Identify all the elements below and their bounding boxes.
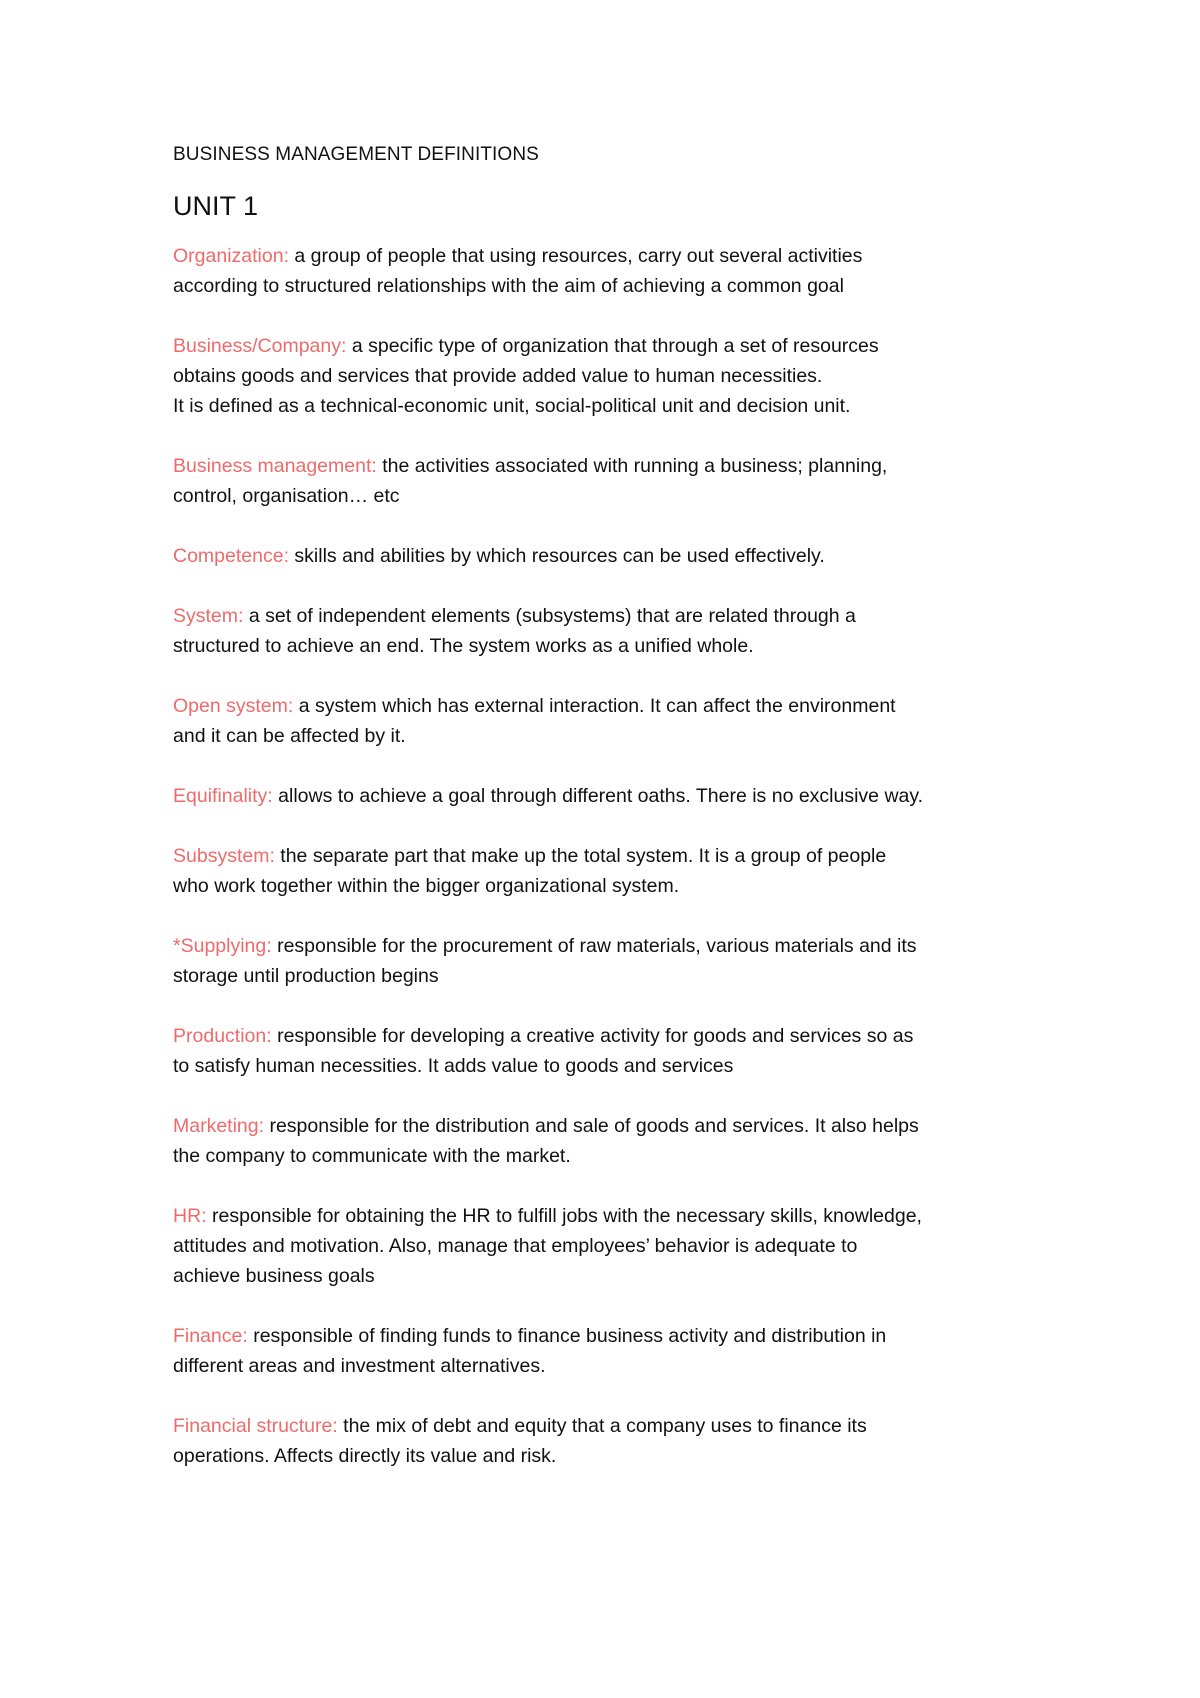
definition-text-line: skills and abilities by which resources can be used effectively.	[288, 545, 825, 567]
definition-text-line: to satisfy human necessities. It adds value to goods and services	[173, 1055, 734, 1077]
definition-text-line: and it can be affected by it.	[173, 725, 406, 747]
document-title: BUSINESS MANAGEMENT DEFINITIONS	[173, 144, 539, 165]
definition-text-line: responsible of finding funds to finance business activity and distribution in	[247, 1325, 887, 1347]
definition-text-line: the activities associated with running a business; planning,	[376, 455, 888, 477]
definition-text-line: responsible for the distribution and sale of goods and services. It also helps	[264, 1115, 919, 1137]
definition-text-line: operations. Affects directly its value and risk.	[173, 1445, 557, 1467]
definition-text-line: a system which has external interaction. It can affect the environment	[293, 695, 896, 717]
definition-text-line: allows to achieve a goal through different oaths. There is no exclusive way.	[272, 785, 924, 807]
document-page	[173, 143, 1073, 1501]
definition-text-line: structured to achieve an end. The system works as a unified whole.	[173, 635, 754, 657]
definition-text-line: according to structured relationships with the aim of achieving a common goal	[173, 275, 844, 297]
definition-term: Financial structure:	[173, 1415, 338, 1437]
definition-text-line: responsible for the procurement of raw materials, various materials and its	[271, 935, 917, 957]
definition-text-line: a specific type of organization that through a set of resources	[346, 335, 879, 357]
definition-text-line: It is defined as a technical-economic unit, social-political unit and decision unit.	[173, 395, 851, 417]
definition-term: Production:	[173, 1025, 272, 1047]
definition-item	[173, 331, 1073, 421]
definition-text-line: obtains goods and services that provide added value to human necessities.	[173, 365, 823, 387]
definition-item	[173, 1321, 1073, 1381]
definition-term: *Supplying:	[173, 935, 272, 957]
definition-text-line: achieve business goals	[173, 1265, 375, 1287]
definition-item	[173, 781, 1073, 811]
definition-item	[173, 841, 1073, 901]
definition-term: Business management:	[173, 455, 377, 477]
definition-item	[173, 1201, 1073, 1291]
definition-text-line: the mix of debt and equity that a company uses to finance its	[337, 1415, 867, 1437]
definition-item	[173, 931, 1073, 991]
definition-text-line: different areas and investment alternatives.	[173, 1355, 546, 1377]
definition-term: Subsystem:	[173, 845, 275, 867]
definition-item	[173, 1411, 1073, 1471]
definition-item	[173, 1021, 1073, 1081]
definition-item	[173, 601, 1073, 661]
definition-term: HR:	[173, 1205, 207, 1227]
definition-item	[173, 691, 1073, 751]
definition-text-line: responsible for obtaining the HR to fulfill jobs with the necessary skills, knowledge,	[206, 1205, 922, 1227]
definition-term: Business/Company:	[173, 335, 347, 357]
definition-text-line: who work together within the bigger organizational system.	[173, 875, 680, 897]
definition-term: Finance:	[173, 1325, 248, 1347]
definition-text-line: attitudes and motivation. Also, manage that employees’ behavior is adequate to	[173, 1235, 858, 1257]
unit-heading: UNIT 1	[173, 191, 259, 221]
definition-text-line: the company to communicate with the market.	[173, 1145, 571, 1167]
definition-text-line: the separate part that make up the total system. It is a group of people	[274, 845, 887, 867]
definition-term: Competence:	[173, 545, 289, 567]
definition-term: Open system:	[173, 695, 294, 717]
definition-term: Marketing:	[173, 1115, 265, 1137]
definition-text-line: responsible for developing a creative activity for goods and services so as	[271, 1025, 914, 1047]
definition-item	[173, 1111, 1073, 1171]
definition-item	[173, 541, 1073, 571]
definition-text-line: storage until production begins	[173, 965, 439, 987]
definition-text-line: a set of independent elements (subsystems) that are related through a	[243, 605, 856, 627]
definition-term: Organization:	[173, 245, 289, 267]
definition-term: Equifinality:	[173, 785, 273, 807]
definitions-list	[173, 241, 1073, 1471]
definition-text-line: control, organisation… etc	[173, 485, 400, 507]
definition-text-line: a group of people that using resources, carry out several activities	[288, 245, 863, 267]
definition-item	[173, 451, 1073, 511]
definition-term: System:	[173, 605, 244, 627]
definition-item	[173, 241, 1073, 301]
